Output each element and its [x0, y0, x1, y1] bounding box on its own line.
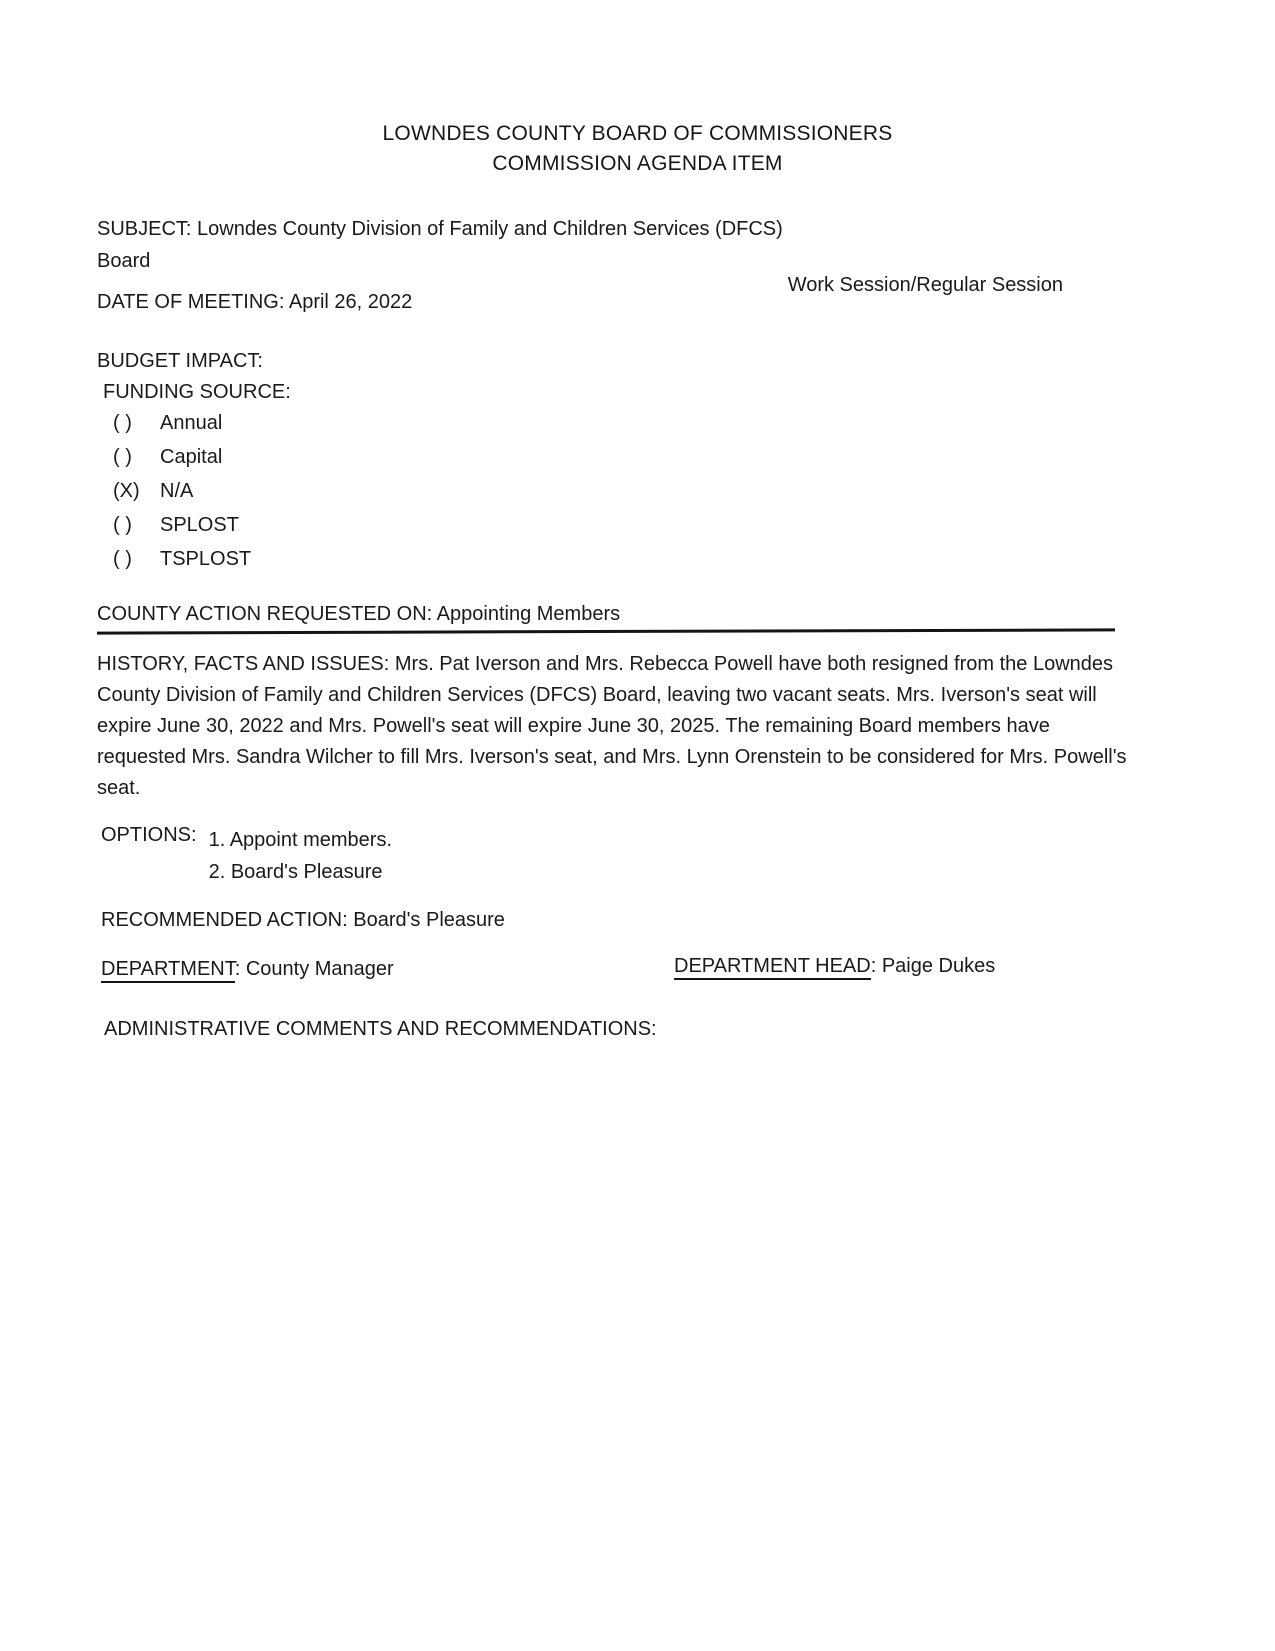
- county-action-requested: COUNTY ACTION REQUESTED ON: Appointing Members: [97, 603, 621, 625]
- checkbox-mark-checked: (X): [113, 480, 140, 502]
- document-title-line2: COMMISSION AGENDA ITEM: [492, 152, 783, 175]
- subject-line1: SUBJECT: Lowndes County Division of Family and Children Services (DFCS): [97, 218, 783, 240]
- funding-option-capital: [113, 446, 251, 480]
- checkbox-mark: ( ): [113, 514, 132, 536]
- administrative-comments-label: ADMINISTRATIVE COMMENTS AND RECOMMENDATIONS:: [104, 1018, 657, 1040]
- funding-option-label: Capital: [160, 446, 223, 468]
- subject-line2: Board: [97, 250, 151, 272]
- subject-field: [97, 213, 809, 277]
- funding-option-label: N/A: [160, 480, 194, 502]
- department-field: [101, 958, 394, 981]
- option-item-2: 2. Board's Pleasure: [208, 861, 383, 883]
- funding-option-splost: [113, 514, 251, 548]
- funding-option-label: Annual: [160, 412, 223, 434]
- history-facts-issues-paragraph: HISTORY, FACTS AND ISSUES: Mrs. Pat Iverson and Mrs. Rebecca Powell have both resigned from the Lowndes County Division of Family and Children Services (DFCS) Board, leaving two vacant seats. Mrs. Iverson's seat will expire June 30, 2022 and Mrs. Powell's seat will expire June 30, 2025. The remaining Board members have requested Mrs. Sandra Wilcher to fill Mrs. Iverson's seat, and Mrs. Lynn Orenstein to be considered for Mrs. Powell's seat.: [97, 653, 1127, 799]
- recommended-action: RECOMMENDED ACTION: Board's Pleasure: [101, 909, 505, 931]
- department-head-label: DEPARTMENT HEAD: [674, 955, 871, 980]
- funding-option-annual: [113, 412, 251, 446]
- funding-source-options: [113, 412, 251, 582]
- funding-option-label: TSPLOST: [160, 548, 252, 570]
- checkbox-mark: ( ): [113, 548, 132, 570]
- date-of-meeting: DATE OF MEETING: April 26, 2022: [97, 291, 413, 313]
- funding-option-tsplost: [113, 548, 251, 582]
- checkbox-mark: ( ): [113, 446, 132, 468]
- session-type-label: Work Session/Regular Session: [787, 274, 1063, 296]
- options-list: [209, 824, 392, 888]
- options-label: OPTIONS:: [101, 824, 197, 846]
- option-item-1: 1. Appoint members.: [208, 829, 393, 851]
- department-head-field: [674, 955, 995, 978]
- department-label: DEPARTMENT: [101, 958, 235, 983]
- document-title-line1: LOWNDES COUNTY BOARD OF COMMISSIONERS: [382, 122, 893, 145]
- department-head-value: : Paige Dukes: [870, 955, 996, 977]
- budget-impact-label: BUDGET IMPACT:: [97, 350, 263, 372]
- funding-option-label: SPLOST: [160, 514, 239, 536]
- horizontal-rule: [97, 628, 1115, 634]
- options-section: [101, 824, 392, 888]
- funding-source-label: FUNDING SOURCE:: [103, 381, 291, 403]
- funding-option-na: [113, 480, 251, 514]
- checkbox-mark: ( ): [113, 412, 132, 434]
- department-value: : County Manager: [234, 958, 394, 980]
